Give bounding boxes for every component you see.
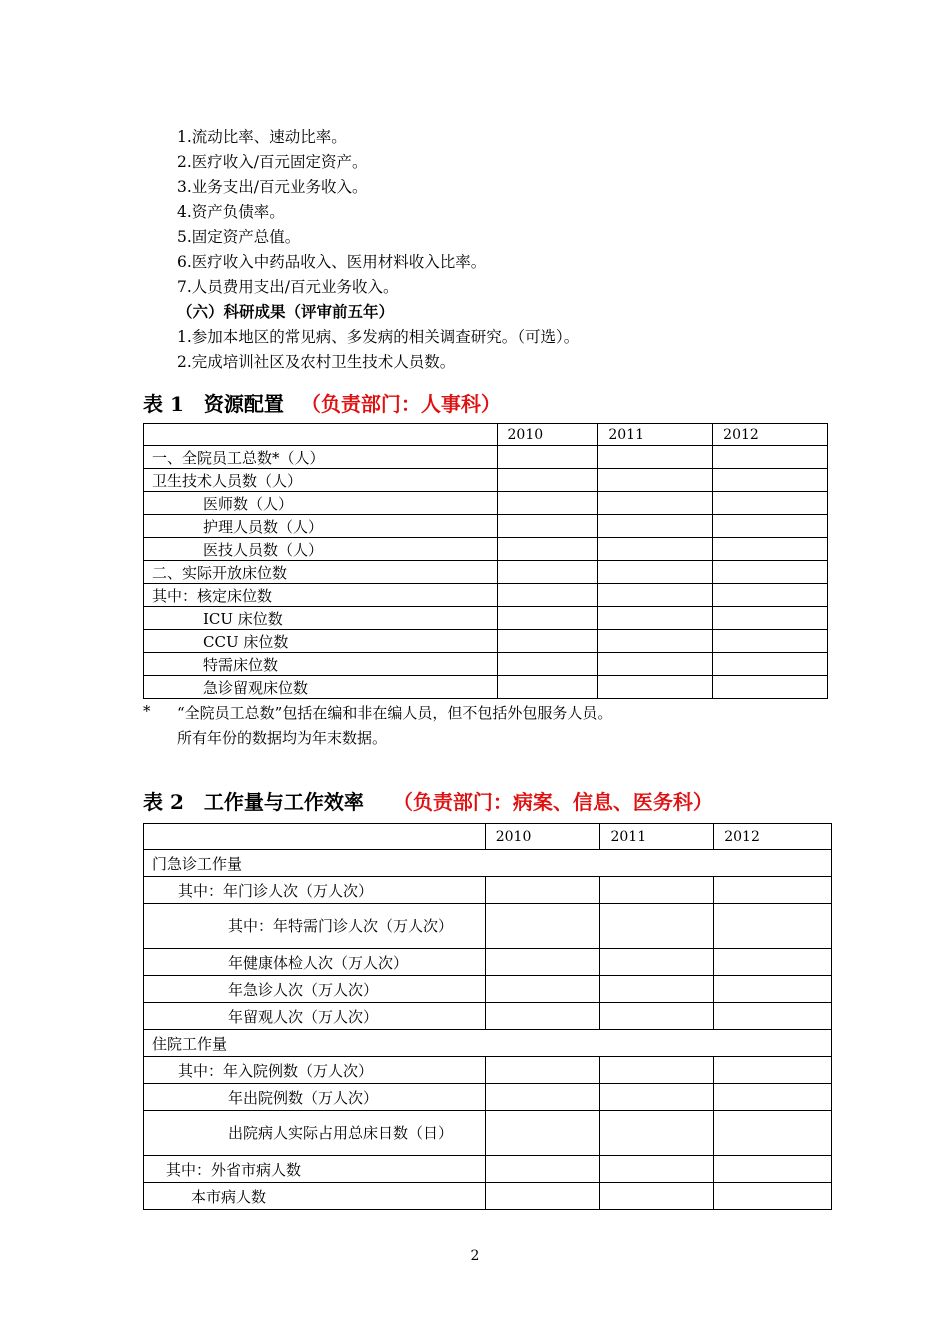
data-cell[interactable] [714, 1111, 832, 1156]
section-outpatient: 门急诊工作量 [144, 850, 832, 877]
data-cell[interactable] [497, 584, 598, 607]
row-label: 年健康体检人次（万人次） [144, 949, 486, 976]
table-row [144, 1183, 832, 1210]
section-row [144, 1030, 832, 1057]
data-cell[interactable] [485, 877, 600, 904]
intro-line-4: 4.资产负债率。 [177, 203, 285, 221]
table-row [144, 469, 828, 492]
data-cell[interactable] [485, 1084, 600, 1111]
row-label: 年出院例数（万人次） [144, 1084, 486, 1111]
table-row [144, 904, 832, 949]
data-cell[interactable] [598, 446, 713, 469]
footnote-1: “全院员工总数”包括在编和非在编人员，但不包括外包服务人员。 [177, 704, 613, 722]
year-2010: 2010 [485, 824, 600, 850]
table-row [144, 492, 828, 515]
data-cell[interactable] [713, 676, 828, 699]
data-cell[interactable] [598, 653, 713, 676]
table2-department: （负责部门：病案、信息、医务科） [392, 790, 713, 814]
row-label: 其中：外省市病人数 [144, 1156, 486, 1183]
data-cell[interactable] [713, 492, 828, 515]
row-label: 本市病人数 [144, 1183, 486, 1210]
research-line-1: 1.参加本地区的常见病、多发病的相关调查研究。（可选）。 [177, 328, 580, 346]
data-cell[interactable] [714, 904, 832, 949]
data-cell[interactable] [598, 561, 713, 584]
footnote-2: 所有年份的数据均为年末数据。 [177, 729, 388, 747]
row-label: 护理人员数（人） [144, 515, 498, 538]
data-cell[interactable] [497, 515, 598, 538]
table-row [144, 607, 828, 630]
data-cell[interactable] [485, 1003, 600, 1030]
table-row [144, 538, 828, 561]
data-cell[interactable] [598, 607, 713, 630]
table-header-row [144, 424, 828, 446]
table-row [144, 561, 828, 584]
year-2010: 2010 [497, 424, 598, 446]
table-cell [144, 424, 498, 446]
row-label: 其中：核定床位数 [144, 584, 498, 607]
table1-title-text: 表 1 资源配置 [143, 392, 284, 416]
data-cell[interactable] [598, 584, 713, 607]
data-cell[interactable] [497, 653, 598, 676]
table1-resource-allocation [143, 423, 828, 699]
row-label: 特需床位数 [144, 653, 498, 676]
table-row [144, 446, 828, 469]
year-2011: 2011 [600, 824, 714, 850]
data-cell[interactable] [600, 1156, 714, 1183]
intro-line-6: 6.医疗收入中药品收入、医用材料收入比率。 [177, 253, 487, 271]
data-cell[interactable] [714, 1084, 832, 1111]
row-label: 医技人员数（人） [144, 538, 498, 561]
data-cell[interactable] [600, 949, 714, 976]
data-cell[interactable] [485, 976, 600, 1003]
data-cell[interactable] [485, 904, 600, 949]
data-cell[interactable] [713, 630, 828, 653]
table-cell [144, 824, 486, 850]
data-cell[interactable] [713, 584, 828, 607]
data-cell[interactable] [497, 538, 598, 561]
row-label: 卫生技术人员数（人） [144, 469, 498, 492]
data-cell[interactable] [713, 607, 828, 630]
data-cell[interactable] [598, 469, 713, 492]
table-row [144, 653, 828, 676]
row-label: 年留观人次（万人次） [144, 1003, 486, 1030]
data-cell[interactable] [600, 1084, 714, 1111]
intro-line-7: 7.人员费用支出/百元业务收入。 [177, 278, 399, 296]
data-cell[interactable] [600, 904, 714, 949]
table-header-row [144, 824, 832, 850]
row-label: 其中：年门诊人次（万人次） [144, 877, 486, 904]
section-inpatient: 住院工作量 [144, 1030, 832, 1057]
row-label: 一、全院员工总数*（人） [144, 446, 498, 469]
data-cell[interactable] [713, 538, 828, 561]
section-heading-research: （六）科研成果（评审前五年） [177, 302, 395, 321]
data-cell[interactable] [600, 1111, 714, 1156]
data-cell[interactable] [600, 1183, 714, 1210]
data-cell[interactable] [714, 949, 832, 976]
data-cell[interactable] [713, 469, 828, 492]
data-cell[interactable] [598, 630, 713, 653]
data-cell[interactable] [600, 877, 714, 904]
data-cell[interactable] [598, 492, 713, 515]
data-cell[interactable] [598, 676, 713, 699]
data-cell[interactable] [714, 877, 832, 904]
table2-workload-efficiency [143, 823, 832, 1210]
section-row [144, 850, 832, 877]
research-line-2: 2.完成培训社区及农村卫生技术人员数。 [177, 353, 456, 371]
row-label: CCU 床位数 [144, 630, 498, 653]
table-row [144, 1111, 832, 1156]
row-label: 年急诊人次（万人次） [144, 976, 486, 1003]
data-cell[interactable] [497, 561, 598, 584]
data-cell[interactable] [714, 1003, 832, 1030]
data-cell[interactable] [485, 1057, 600, 1084]
table-row [144, 584, 828, 607]
table-row [144, 676, 828, 699]
data-cell[interactable] [714, 1156, 832, 1183]
data-cell[interactable] [485, 949, 600, 976]
table-row [144, 1057, 832, 1084]
table2-title-text: 表 2 工作量与工作效率 [143, 790, 364, 814]
year-2012: 2012 [713, 424, 828, 446]
data-cell[interactable] [713, 561, 828, 584]
data-cell[interactable] [714, 1183, 832, 1210]
data-cell[interactable] [485, 1156, 600, 1183]
row-label: 医师数（人） [144, 492, 498, 515]
data-cell[interactable] [485, 1111, 600, 1156]
table-row [144, 1003, 832, 1030]
table-row [144, 877, 832, 904]
data-cell[interactable] [713, 515, 828, 538]
data-cell[interactable] [497, 630, 598, 653]
page-number: 2 [470, 1248, 480, 1264]
data-cell[interactable] [714, 1057, 832, 1084]
data-cell[interactable] [497, 446, 598, 469]
intro-line-1: 1.流动比率、速动比率。 [177, 128, 347, 146]
table2-title [143, 786, 713, 815]
table1-department: （负责部门：人事科） [300, 392, 501, 416]
table-row [144, 630, 828, 653]
table1-title [143, 388, 501, 417]
table-row [144, 976, 832, 1003]
data-cell[interactable] [598, 515, 713, 538]
intro-line-2: 2.医疗收入/百元固定资产。 [177, 153, 368, 171]
row-label: ICU 床位数 [144, 607, 498, 630]
row-label: 二、实际开放床位数 [144, 561, 498, 584]
row-label: 其中：年入院例数（万人次） [144, 1057, 486, 1084]
data-cell[interactable] [714, 976, 832, 1003]
data-cell[interactable] [485, 1183, 600, 1210]
intro-line-5: 5.固定资产总值。 [177, 228, 301, 246]
row-label: 其中：年特需门诊人次（万人次） [144, 904, 486, 949]
data-cell[interactable] [598, 538, 713, 561]
data-cell[interactable] [497, 607, 598, 630]
data-cell[interactable] [713, 653, 828, 676]
data-cell[interactable] [497, 492, 598, 515]
data-cell[interactable] [600, 1003, 714, 1030]
data-cell[interactable] [497, 676, 598, 699]
data-cell[interactable] [600, 976, 714, 1003]
data-cell[interactable] [600, 1057, 714, 1084]
table-row [144, 515, 828, 538]
data-cell[interactable] [713, 446, 828, 469]
table-row [144, 1156, 832, 1183]
footnote-star: * [143, 702, 151, 720]
year-2011: 2011 [598, 424, 713, 446]
data-cell[interactable] [497, 469, 598, 492]
table-row [144, 949, 832, 976]
row-label: 急诊留观床位数 [144, 676, 498, 699]
row-label: 出院病人实际占用总床日数（日） [144, 1111, 486, 1156]
table-row [144, 1084, 832, 1111]
year-2012: 2012 [714, 824, 832, 850]
intro-line-3: 3.业务支出/百元业务收入。 [177, 178, 368, 196]
